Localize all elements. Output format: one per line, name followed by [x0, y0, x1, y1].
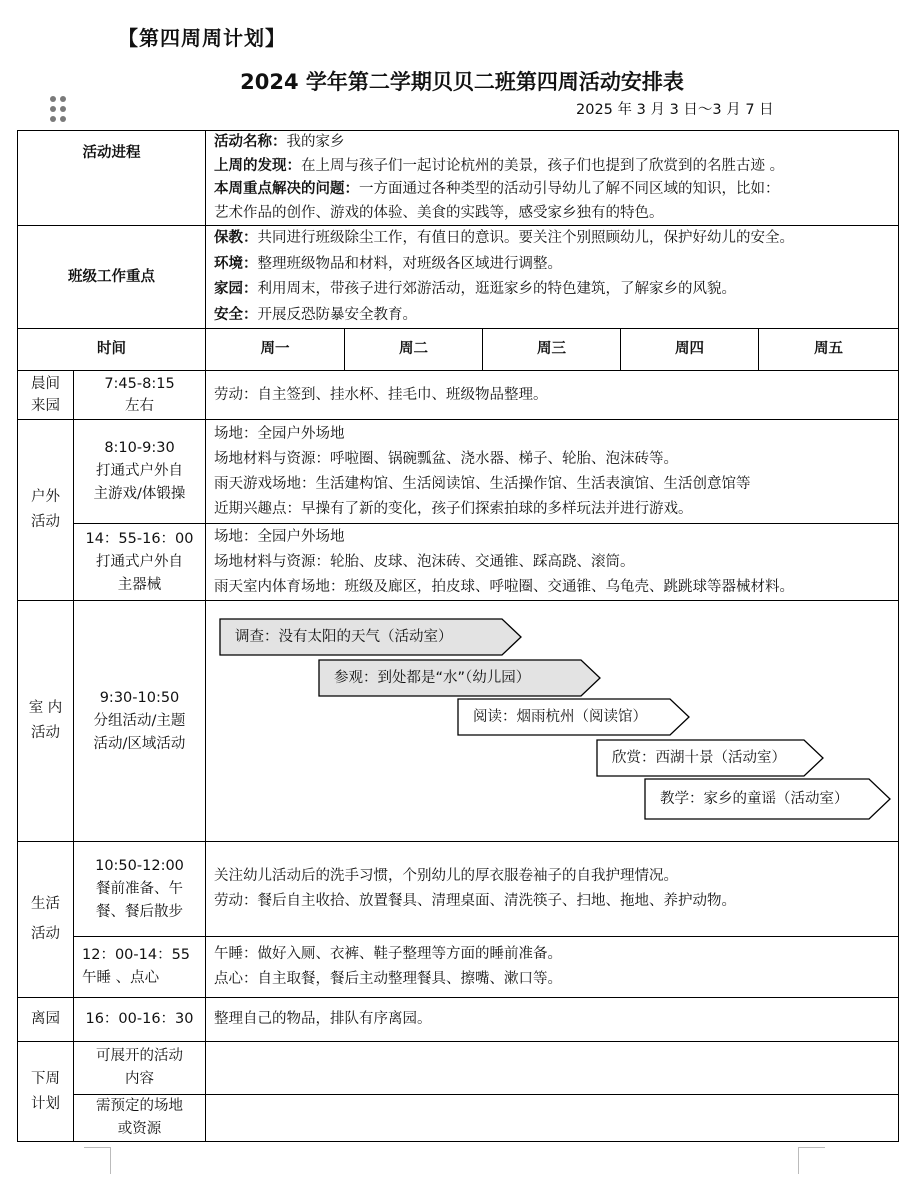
outdoor-pm-row [18, 524, 899, 601]
content-meal [206, 842, 899, 937]
content-leave: 整理自己的物品，排队有序离园。 [206, 998, 899, 1042]
key-problem-cont: 艺术作品的创作、游戏的体验、美食的实践等，感受家乡独有的特色。 [214, 204, 664, 221]
time-outdoor-am: 8:10-9:30 打通式户外自 主游戏/体锻操 [74, 420, 206, 524]
key-problem: 一方面通过各种类型的活动引导幼儿了解不同区域的知识，比如： [359, 181, 780, 197]
focus-key: 安全： [214, 306, 258, 323]
time-indoor: 9:30-10:50 分组活动/主题 活动/区域活动 [74, 601, 206, 842]
next-week-row-2 [18, 1095, 899, 1142]
focus-key: 家园： [214, 281, 258, 297]
content-line: 场地材料与资源：轮胎、皮球、泡沫砖、交通锥、踩高跷、滚筒。 [214, 553, 635, 570]
category-next-week: 下周 计划 [18, 1042, 74, 1142]
leave-row [18, 998, 899, 1042]
content-outdoor-am [206, 420, 899, 524]
time-header: 时间 [18, 329, 206, 371]
indoor-row [18, 601, 899, 842]
activity-arrow [457, 698, 691, 736]
activity-arrow [644, 778, 892, 816]
content-morning: 劳动：自主签到、挂水杯、挂毛巾、班级物品整理。 [206, 371, 899, 420]
focus-text: 共同进行班级除尘工作，有值日的意识。要关注个别照顾幼儿，保护好幼儿的安全。 [257, 230, 794, 246]
schedule-table [17, 130, 899, 1142]
activity-arrow-label: 欣赏：西湖十景（活动室） [612, 750, 786, 766]
content-line: 午睡：做好入厕、衣裤、鞋子整理等方面的睡前准备。 [214, 946, 562, 962]
content-line: 点心：自主取餐，餐后主动整理餐具、擦嘴、漱口等。 [214, 971, 562, 987]
content-line: 劳动：餐后自主收拾、放置餐具、清理桌面、清洗筷子、扫地、拖地、养护动物。 [214, 893, 736, 909]
category-outdoor: 户外 活动 [18, 420, 74, 601]
morning-row [18, 371, 899, 420]
page-corner-mark-left [84, 1147, 111, 1174]
drag-handle-icon[interactable] [50, 96, 70, 126]
time-meal: 10:50-12:00 餐前准备、午 餐、餐后散步 [74, 842, 206, 937]
page-corner-mark-right [798, 1147, 825, 1174]
day-header-tue: 周二 [345, 329, 483, 371]
content-line: 场地：全园户外场地 [214, 425, 345, 442]
activity-name-key: 活动名称： [214, 134, 287, 150]
next-week-row-1 [18, 1042, 899, 1095]
focus-row [18, 226, 899, 329]
time-outdoor-pm: 14：55-16：00 打通式户外自 主器械 [74, 524, 206, 601]
category-leave: 离园 [18, 998, 74, 1042]
time-morning: 7:45-8:15 左右 [74, 371, 206, 420]
date-range: 2025 年 3 月 3 日～3 月 7 日 [576, 102, 774, 118]
content-outdoor-pm [206, 524, 899, 601]
last-week-finding: 在上周与孩子们一起讨论杭州的美景，孩子们也提到了欣赏到的名胜古迹 。 [301, 157, 785, 174]
activity-arrow-label: 阅读：烟雨杭州（阅读馆） [473, 709, 647, 725]
day-header-fri: 周五 [759, 329, 899, 371]
page-title: 2024 学年第二学期贝贝二班第四周活动安排表 [240, 70, 684, 94]
activity-arrow-label: 参观：到处都是“水”（幼儿园） [334, 670, 531, 686]
focus-text: 开展反恐防暴安全教育。 [257, 306, 417, 323]
outdoor-am-row [18, 420, 899, 524]
focus-key: 环境： [214, 255, 258, 272]
content-line: 雨天室内体育场地：班级及廊区，拍皮球、呼啦圈、交通锥、乌龟壳、跳跳球等器械材料。 [214, 578, 794, 595]
content-line: 雨天游戏场地：生活建构馆、生活阅读馆、生活操作馆、生活表演馆、生活创意馆等 [214, 475, 751, 492]
focus-text: 利用周末，带孩子进行郊游活动，逛逛家乡的特色建筑，了解家乡的风貌。 [257, 281, 736, 297]
progress-content [206, 131, 899, 226]
last-week-key: 上周的发现： [214, 157, 301, 174]
content-nap [206, 937, 899, 998]
focus-label: 班级工作重点 [18, 226, 206, 329]
activity-arrow-label: 教学：家乡的童谣（活动室） [660, 791, 849, 807]
indoor-flow-cell [206, 601, 899, 842]
day-header-mon: 周一 [206, 329, 345, 371]
time-nap: 12：00-14：55 午睡 、点心 [74, 937, 206, 998]
activity-flow [206, 601, 898, 839]
focus-key: 保教： [214, 230, 258, 246]
meal-row [18, 842, 899, 937]
next-week-activities-label: 可展开的活动 内容 [74, 1042, 206, 1095]
key-problem-key: 本周重点解决的问题： [214, 181, 359, 197]
nap-row [18, 937, 899, 998]
activity-arrow-label: 调查：没有太阳的天气（活动室） [235, 629, 453, 645]
time-leave: 16：00-16：30 [74, 998, 206, 1042]
weekday-header-row [18, 329, 899, 371]
progress-row [18, 131, 899, 226]
activity-arrow [318, 659, 602, 697]
next-week-resources-cell[interactable] [206, 1095, 899, 1142]
next-week-activities-cell[interactable] [206, 1042, 899, 1095]
content-line: 场地：全园户外场地 [214, 528, 345, 545]
progress-label: 活动进程 [18, 131, 206, 226]
content-line: 关注幼儿活动后的洗手习惯，个别幼儿的厚衣服卷袖子的自我护理情况。 [214, 868, 678, 884]
day-header-wed: 周三 [483, 329, 621, 371]
category-life: 生活 活动 [18, 842, 74, 998]
focus-content [206, 226, 899, 329]
activity-arrow [596, 739, 825, 777]
plan-tag: 【第四周周计划】 [118, 26, 286, 50]
next-week-resources-label: 需预定的场地 或资源 [74, 1095, 206, 1142]
day-header-thu: 周四 [621, 329, 759, 371]
category-indoor: 室 内 活动 [18, 601, 74, 842]
category-morning: 晨间 来园 [18, 371, 74, 420]
content-line: 近期兴趣点：早操有了新的变化，孩子们探索拍球的多样玩法并进行游戏。 [214, 500, 693, 517]
content-line: 场地材料与资源：呼啦圈、锅碗瓢盆、浇水器、梯子、轮胎、泡沫砖等。 [214, 450, 678, 467]
focus-text: 整理班级物品和材料，对班级各区域进行调整。 [257, 255, 562, 272]
activity-name: 我的家乡 [286, 134, 345, 150]
activity-arrow [219, 618, 523, 656]
